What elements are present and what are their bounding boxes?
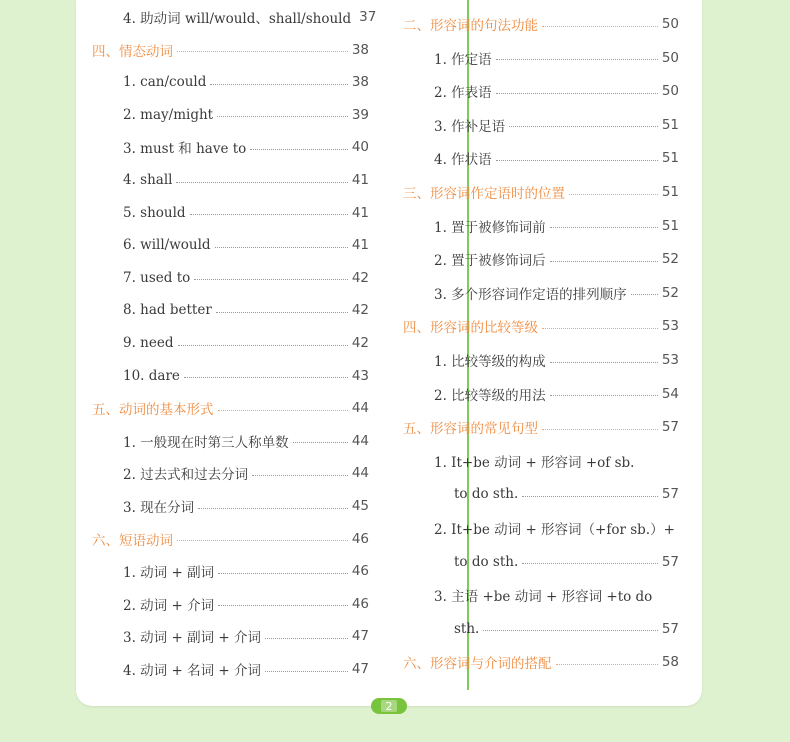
toc-entry-page: 51 <box>661 217 679 234</box>
dot-leader <box>496 160 658 161</box>
dot-leader <box>550 362 658 363</box>
dot-leader <box>194 279 348 280</box>
toc-entry[interactable] <box>434 582 679 608</box>
toc-entry-page: 57 <box>661 620 679 637</box>
toc-entry-page: 58 <box>661 654 679 671</box>
toc-entry-page: 50 <box>661 83 679 100</box>
toc-entry[interactable] <box>123 297 369 323</box>
toc-entry-label: 3. 主语 +be 动词 + 形容词 +to do <box>434 589 653 606</box>
dot-leader <box>550 395 658 396</box>
toc-entry[interactable] <box>454 549 679 575</box>
toc-entry-page: 37 <box>359 9 377 25</box>
toc-entry[interactable] <box>434 347 679 373</box>
toc-entry-label: 1. 置于被修饰词前 <box>434 219 546 236</box>
toc-entry-label: 2. 置于被修饰词后 <box>434 253 546 270</box>
toc-section-entry[interactable] <box>92 395 369 421</box>
toc-entry-page: 43 <box>351 367 369 384</box>
toc-entry-page: 52 <box>661 251 679 268</box>
toc-entry-page: 44 <box>351 432 369 449</box>
toc-entry-label: 10. dare <box>123 367 180 384</box>
toc-entry-page: 46 <box>351 595 369 612</box>
toc-entry-label: 五、形容词的常见句型 <box>403 421 538 438</box>
toc-section-entry[interactable] <box>92 526 369 552</box>
toc-entry-label: 五、动词的基本形式 <box>92 402 214 419</box>
toc-entry[interactable] <box>123 363 369 389</box>
toc-entry-label: sth. <box>454 620 480 637</box>
toc-entry-page: 52 <box>661 284 679 301</box>
toc-section-entry[interactable] <box>403 414 679 440</box>
toc-section-entry[interactable] <box>403 313 679 339</box>
dot-leader <box>265 671 348 672</box>
toc-entry-label: 7. used to <box>123 269 191 286</box>
dot-leader <box>218 605 348 606</box>
toc-entry-label: 3. 现在分词 <box>123 500 195 516</box>
toc-entry[interactable] <box>454 616 679 642</box>
toc-entry-label: 3. 作补足语 <box>434 118 506 135</box>
dot-leader <box>177 540 348 541</box>
toc-entry-page: 41 <box>351 237 369 254</box>
dot-leader <box>184 377 348 378</box>
toc-entry-page: 57 <box>661 486 679 503</box>
toc-entry[interactable] <box>123 656 369 682</box>
dot-leader <box>550 227 658 228</box>
toc-entry-page: 46 <box>351 563 369 580</box>
toc-entry-label: 四、情态动词 <box>92 43 173 60</box>
toc-entry-label: 四、形容词的比较等级 <box>403 320 538 337</box>
dot-leader <box>556 664 658 665</box>
toc-entry[interactable] <box>434 78 679 104</box>
toc-entry[interactable] <box>123 200 369 226</box>
toc-entry[interactable] <box>123 167 369 193</box>
toc-entry[interactable] <box>434 213 679 239</box>
toc-entry-label: 3. must 和 have to <box>123 141 247 158</box>
toc-entry-page: 53 <box>661 318 679 335</box>
toc-entry-label: 4. 动词 + 名词 + 介词 <box>123 663 261 679</box>
toc-entry[interactable] <box>123 428 369 454</box>
toc-entry-label: 9. need <box>123 335 174 351</box>
dot-leader <box>522 563 658 564</box>
toc-entry-label: 1. 一般现在时第三人称单数 <box>123 434 289 451</box>
toc-entry[interactable] <box>434 381 679 407</box>
toc-entry-page: 50 <box>661 16 679 32</box>
toc-entry-page: 51 <box>661 116 679 133</box>
toc-entry-label: 2. 动词 + 介词 <box>123 597 215 614</box>
dot-leader <box>509 126 658 127</box>
dot-leader <box>198 508 348 509</box>
dot-leader <box>522 496 658 497</box>
toc-entry-page: 44 <box>351 465 369 482</box>
toc-entry-label: 1. can/could <box>123 74 207 91</box>
toc-entry-page: 42 <box>351 302 369 319</box>
toc-entry-page: 51 <box>661 184 679 200</box>
toc-entry-page: 57 <box>661 553 679 570</box>
toc-entry-label: 2. It+be 动词 + 形容词（+for sb.）+ <box>434 522 675 538</box>
toc-entry-page: 47 <box>351 628 369 645</box>
toc-entry[interactable] <box>434 246 679 272</box>
toc-entry-label: 6. will/would <box>123 237 211 254</box>
toc-entry-label: 3. 动词 + 副词 + 介词 <box>123 630 261 647</box>
dot-leader <box>178 345 348 346</box>
dot-leader <box>542 26 658 27</box>
toc-section-entry[interactable] <box>403 179 679 205</box>
toc-entry[interactable] <box>434 448 679 474</box>
toc-entry-page: 40 <box>351 139 369 156</box>
dot-leader <box>569 194 658 195</box>
toc-entry[interactable] <box>123 591 369 617</box>
toc-entry-label: 1. 比较等级的构成 <box>434 354 546 370</box>
toc-entry[interactable] <box>123 134 369 160</box>
toc-entry-label: 2. 比较等级的用法 <box>434 387 546 404</box>
toc-entry-page: 46 <box>351 530 369 547</box>
dot-leader <box>542 328 658 329</box>
toc-entry-label: 二、形容词的句法功能 <box>403 18 538 34</box>
dot-leader <box>265 638 348 639</box>
dot-leader <box>250 149 348 150</box>
toc-entry-label: 六、形容词与介词的搭配 <box>403 656 552 673</box>
toc-page <box>76 0 702 706</box>
toc-entry[interactable] <box>123 265 369 291</box>
toc-entry[interactable] <box>434 45 679 71</box>
toc-section-entry[interactable] <box>403 11 679 37</box>
toc-entry[interactable] <box>123 558 369 584</box>
toc-entry[interactable] <box>123 623 369 649</box>
toc-section-entry[interactable] <box>403 649 679 675</box>
toc-entry-label: 4. 助动词 will/would、shall/should <box>123 11 352 27</box>
toc-entry-page: 39 <box>351 106 369 123</box>
dot-leader <box>631 294 658 295</box>
dot-leader <box>293 442 348 443</box>
dot-leader <box>218 573 348 574</box>
toc-entry[interactable] <box>123 493 369 519</box>
dot-leader <box>496 59 658 60</box>
toc-entry-label: 3. 多个形容词作定语的排列顺序 <box>434 286 627 303</box>
toc-entry-label: to do sth. <box>454 553 519 570</box>
dot-leader <box>176 182 347 183</box>
toc-entry-page: 47 <box>351 661 369 677</box>
toc-entry-page: 51 <box>661 150 679 167</box>
toc-section-entry[interactable] <box>92 37 369 63</box>
dot-leader <box>217 116 348 117</box>
page-number: 2 <box>385 699 393 713</box>
dot-leader <box>215 247 348 248</box>
toc-entry[interactable] <box>434 280 679 306</box>
toc-entry[interactable] <box>123 4 377 30</box>
toc-entry-label: 4. 作状语 <box>434 152 492 169</box>
toc-entry[interactable] <box>434 515 679 541</box>
dot-leader <box>542 429 658 430</box>
toc-entry-page: 45 <box>351 498 369 514</box>
dot-leader <box>210 84 347 85</box>
toc-entry-label: 2. 作表语 <box>434 85 492 102</box>
toc-entry-page: 42 <box>351 269 369 286</box>
toc-entry-label: 2. 过去式和过去分词 <box>123 467 249 484</box>
toc-entry-label: 1. 作定语 <box>434 51 492 68</box>
toc-entry-page: 54 <box>661 385 679 402</box>
toc-entry-label: 1. 动词 + 副词 <box>123 565 215 582</box>
toc-entry-label: to do sth. <box>454 486 519 503</box>
toc-entry-label: 5. should <box>123 204 186 221</box>
toc-entry[interactable] <box>123 460 369 486</box>
dot-leader <box>252 475 348 476</box>
toc-entry-page: 38 <box>351 41 369 58</box>
toc-entry-label: 六、短语动词 <box>92 532 173 549</box>
toc-entry-page: 44 <box>351 400 369 417</box>
page-number-badge <box>371 698 407 714</box>
toc-entry[interactable] <box>123 330 369 356</box>
dot-leader <box>496 93 658 94</box>
toc-entry-label: 1. It+be 动词 + 形容词 +of sb. <box>434 454 635 471</box>
dot-leader <box>218 410 348 411</box>
toc-entry-page: 50 <box>661 49 679 66</box>
dot-leader <box>190 214 348 215</box>
toc-entry-page: 57 <box>661 419 679 436</box>
toc-entry-label: 三、形容词作定语时的位置 <box>403 186 565 202</box>
toc-entry-page: 38 <box>351 74 369 91</box>
toc-entry-label: 2. may/might <box>123 106 214 123</box>
toc-entry-page: 53 <box>661 352 679 368</box>
dot-leader <box>216 312 348 313</box>
toc-entry[interactable] <box>123 232 369 258</box>
toc-entry-label: 8. had better <box>123 302 212 319</box>
dot-leader <box>550 261 658 262</box>
toc-entry-page: 41 <box>351 172 369 188</box>
toc-entry-label: 4. shall <box>123 172 173 188</box>
toc-entry-page: 41 <box>351 204 369 221</box>
toc-entry[interactable] <box>434 145 679 171</box>
toc-entry[interactable] <box>123 69 369 95</box>
toc-entry-page: 42 <box>351 335 369 351</box>
dot-leader <box>483 630 657 631</box>
toc-entry[interactable] <box>454 481 679 507</box>
toc-entry[interactable] <box>123 102 369 128</box>
dot-leader <box>177 51 348 52</box>
toc-entry[interactable] <box>434 112 679 138</box>
